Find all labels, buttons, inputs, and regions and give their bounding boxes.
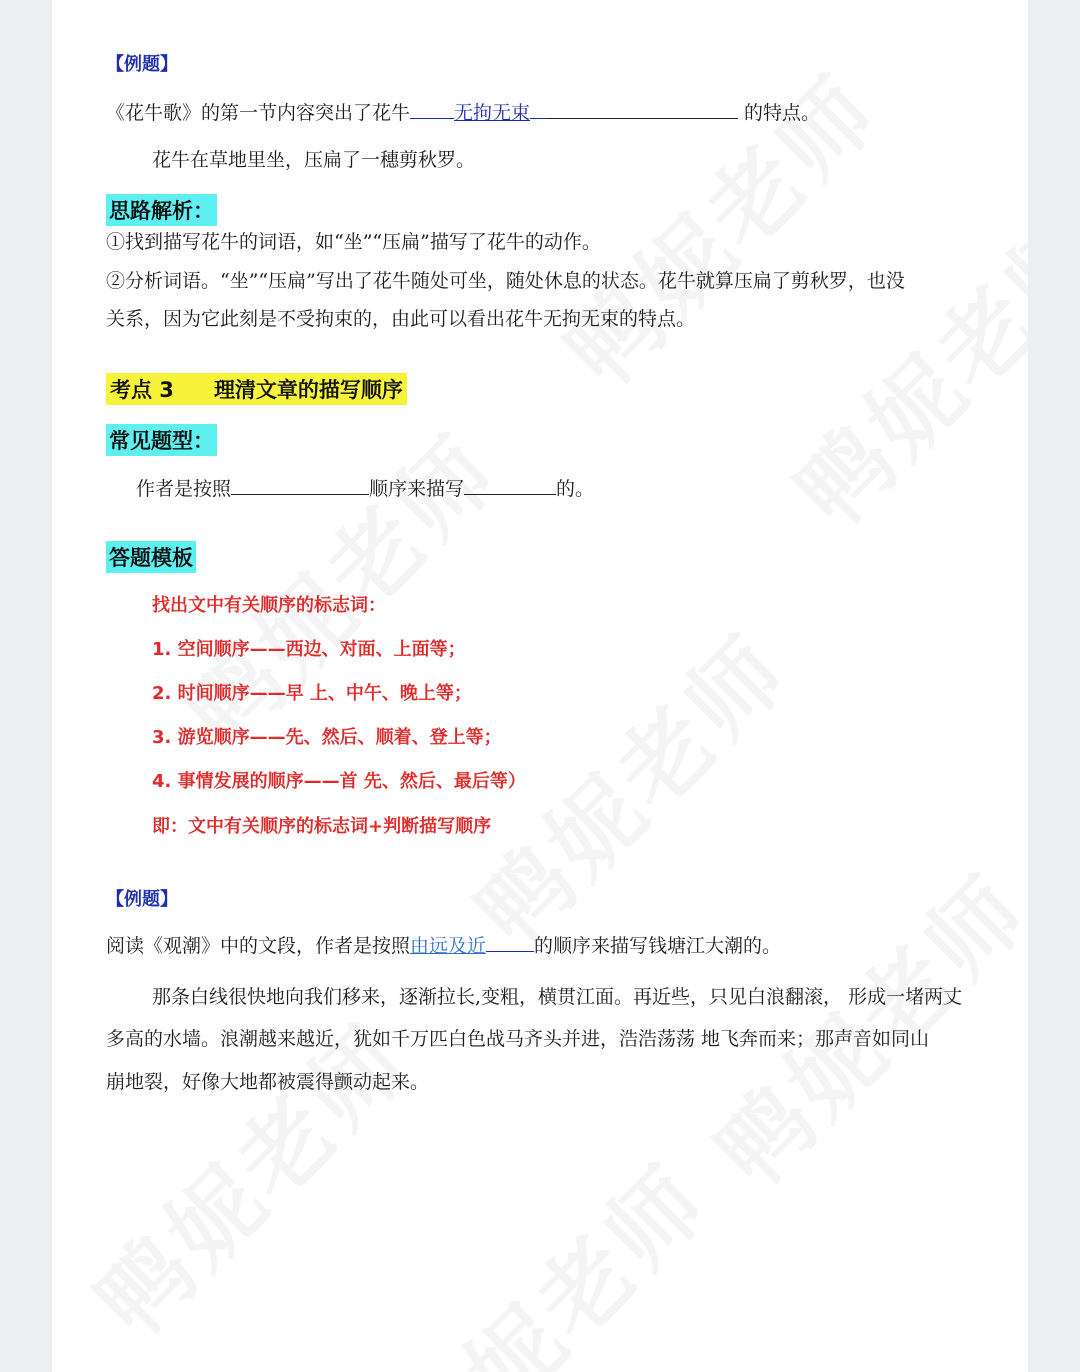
answer-text: 无拘无束 xyxy=(454,102,531,124)
point3-number: 考点 3 xyxy=(110,378,174,402)
analysis-heading: 思路解析： xyxy=(106,194,217,226)
answer-blank-tail xyxy=(486,935,534,952)
answer-blank-lead xyxy=(410,102,454,119)
analysis-step1: ①找到描写花牛的词语，如“坐”“压扁”描写了花牛的动作。 xyxy=(106,231,601,253)
template-line: 找出文中有关顺序的标志词： xyxy=(152,595,386,616)
common-type-part3: 的。 xyxy=(556,478,595,500)
template-line: 2. 时间顺序——早 上、中午、晚上等； xyxy=(152,683,472,704)
common-type-part1: 作者是按照 xyxy=(136,478,232,500)
passage-line: 那条白线很快地向我们移来，逐渐拉长,变粗，横贯江面。再近些，只见白浪翻滚， 形成一堵两丈 xyxy=(152,986,963,1008)
watermark xyxy=(533,41,904,412)
point3-heading xyxy=(106,373,407,405)
analysis-step2-line2: 关系，因为它此刻是不受拘束的，由此可以看出花牛无拘无束的特点。 xyxy=(106,308,696,330)
template-heading: 答题模板 xyxy=(106,541,196,573)
common-type-part2: 顺序来描写 xyxy=(369,478,465,500)
template-line: 3. 游览顺序——先、然后、顺着、登上等； xyxy=(152,727,502,748)
point3-title: 理清文章的描写顺序 xyxy=(213,378,403,402)
answer-blank-tail xyxy=(530,102,546,119)
example1-quote: 花牛在草地里坐，压扁了一穗剪秋罗。 xyxy=(152,149,476,171)
answer-blank xyxy=(546,102,738,119)
question-suffix: 的特点。 xyxy=(744,102,821,124)
common-type-question xyxy=(136,474,594,501)
common-type-heading: 常见题型： xyxy=(106,424,217,456)
document-page xyxy=(52,0,1028,1372)
example-label: 【例题】 xyxy=(106,54,178,75)
template-line: 4. 事情发展的顺序——首 先、然后、最后等） xyxy=(152,771,526,792)
question-prefix: 《花牛歌》的第一节内容突出了花牛 xyxy=(106,102,411,124)
passage-line: 崩地裂，好像大地都被震得颤动起来。 xyxy=(106,1071,430,1093)
watermark xyxy=(363,1131,734,1372)
template-line: 即：文中有关顺序的标志词+判断描写顺序 xyxy=(152,816,492,837)
analysis-step2-line1: ②分析词语。“坐”“压扁”写出了花牛随处可坐，随处休息的状态。花牛就算压扁了剪秋罗，也没 xyxy=(106,270,905,292)
question-suffix: 的顺序来描写钱塘江大潮的。 xyxy=(534,935,782,957)
example2-question xyxy=(106,931,781,958)
watermark xyxy=(763,181,1028,552)
template-line: 1. 空间顺序——西边、对面、上面等； xyxy=(152,639,466,660)
passage-line: 多高的水墙。浪潮越来越近，犹如千万匹白色战马齐头并进，浩浩荡荡 地飞奔而来；那声音如同山 xyxy=(106,1028,930,1050)
order-blank xyxy=(231,478,369,495)
example1-question xyxy=(106,98,820,125)
object-blank xyxy=(464,478,556,495)
watermark xyxy=(153,401,524,772)
question-prefix: 阅读《观潮》中的文段，作者是按照 xyxy=(106,935,411,957)
answer-text: 由远及近 xyxy=(410,935,487,957)
page-number-mark xyxy=(505,1362,575,1368)
example-label: 【例题】 xyxy=(106,889,178,910)
